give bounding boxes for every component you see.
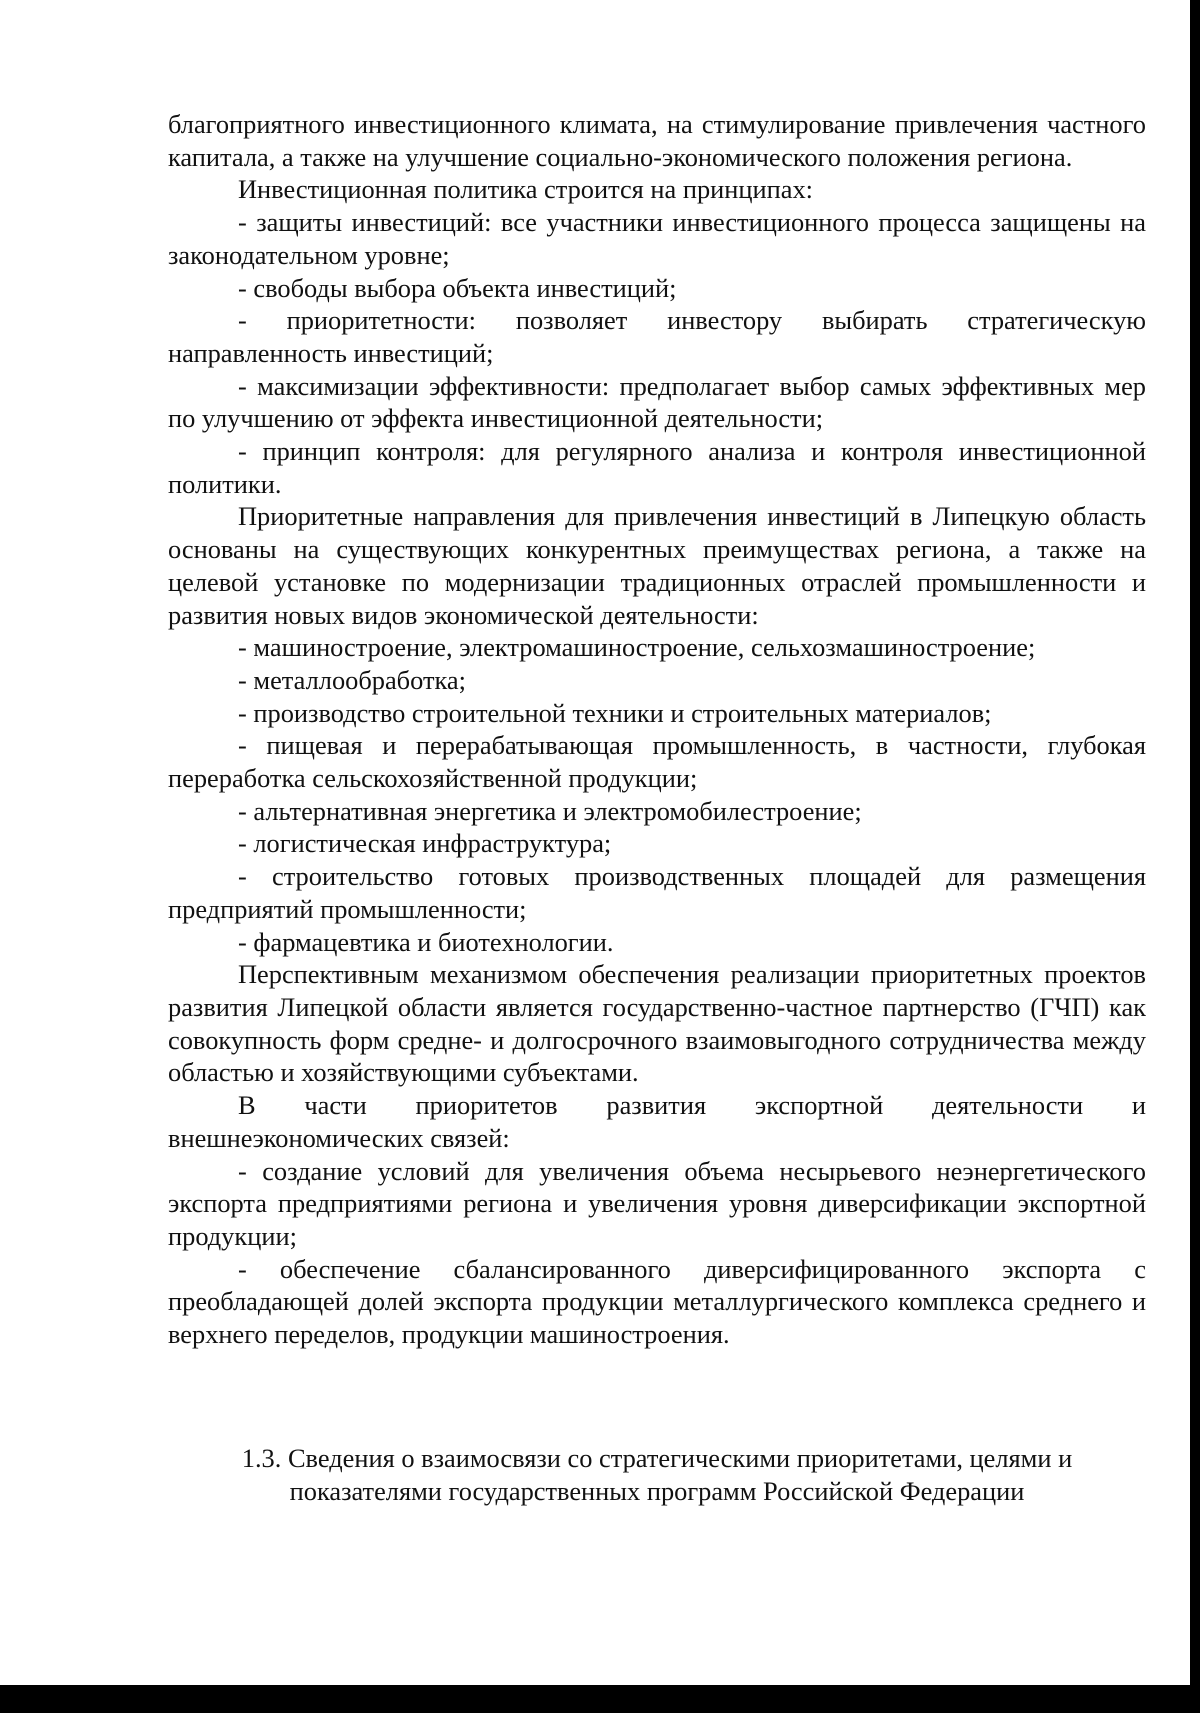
- paragraph-continuation: благоприятного инвестиционного климата, на стимулирование привлечения частного капитала, а также на улучшение социально-экономического положения региона.: [168, 109, 1146, 172]
- list-item-direction-energy: - альтернативная энергетика и электромобилестроение;: [238, 795, 862, 826]
- paragraph-principles-intro: Инвестиционная политика строится на принципах:: [238, 174, 814, 205]
- list-item-principle-control: - принцип контроля: для регулярного анализа и контроля инвестиционной политики.: [168, 436, 1146, 499]
- list-item-direction-logistics: - логистическая инфраструктура;: [238, 828, 612, 859]
- section-heading-line-2: показателями государственных программ Российской Федерации: [289, 1476, 1025, 1506]
- paragraph-priority-directions: Приоритетные направления для привлечения инвестиций в Липецкую область основаны на существующих конкурентных преимуществах региона, а также на целевой установке по модернизации традиционных отраслей промышленности и развития новых видов экономической деятельности:: [168, 501, 1146, 630]
- list-item-direction-pharma: - фармацевтика и биотехнологии.: [238, 926, 614, 957]
- list-item-principle-priority: - приоритетности: позволяет инвестору выбирать стратегическую направленность инвестиций;: [168, 305, 1146, 368]
- list-item-direction-machinery: - машиностроение, электромашиностроение, сельхозмашиностроение;: [238, 632, 1036, 663]
- paragraph-ppp: Перспективным механизмом обеспечения реализации приоритетных проектов развития Липецкой области является государственно-частное партнерство (ГЧП) как совокупность форм средне- и долгосрочного взаимовыгодного сотрудничества между областью и хозяйствующими субъектами.: [168, 959, 1146, 1088]
- list-item-export-balanced: - обеспечение сбалансированного диверсифицированного экспорта с преобладающей долей экспорта продукции металлургического комплекса среднего и верхнего переделов, продукции машиностроения.: [168, 1253, 1146, 1350]
- list-item-principle-freedom: - свободы выбора объекта инвестиций;: [238, 272, 677, 303]
- list-item-principle-efficiency: - максимизации эффективности: предполагает выбор самых эффективных мер по улучшению от эффекта инвестиционной деятельности;: [168, 370, 1146, 434]
- list-item-principle-protection: - защиты инвестиций: все участники инвестиционного процесса защищены на законодательном уровне;: [168, 207, 1146, 270]
- page-edge-right: [1190, 0, 1200, 1713]
- document-body: [168, 108, 1146, 1351]
- list-item-direction-metalworking: - металлообработка;: [238, 664, 466, 695]
- section-heading: [168, 1442, 1146, 1508]
- list-item-export-nonresource: - создание условий для увеличения объема несырьевого неэнергетического экспорта предприятиями региона и увеличения уровня диверсификации экспортной продукции;: [168, 1155, 1146, 1251]
- section-heading-line-1: 1.3. Сведения о взаимосвязи со стратегическими приоритетами, целями и: [241, 1443, 1073, 1473]
- list-item-direction-food: - пищевая и перерабатывающая промышленность, в частности, глубокая переработка сельскохозяйственной продукции;: [168, 730, 1146, 794]
- list-item-direction-construction: - производство строительной техники и строительных материалов;: [238, 697, 992, 728]
- page-edge-bottom: [0, 1685, 1200, 1713]
- list-item-direction-industrial-sites: - строительство готовых производственных площадей для размещения предприятий промышленности;: [168, 861, 1146, 924]
- paragraph-export-intro: В части приоритетов развития экспортной деятельности и внешнеэкономических связей:: [168, 1090, 1146, 1153]
